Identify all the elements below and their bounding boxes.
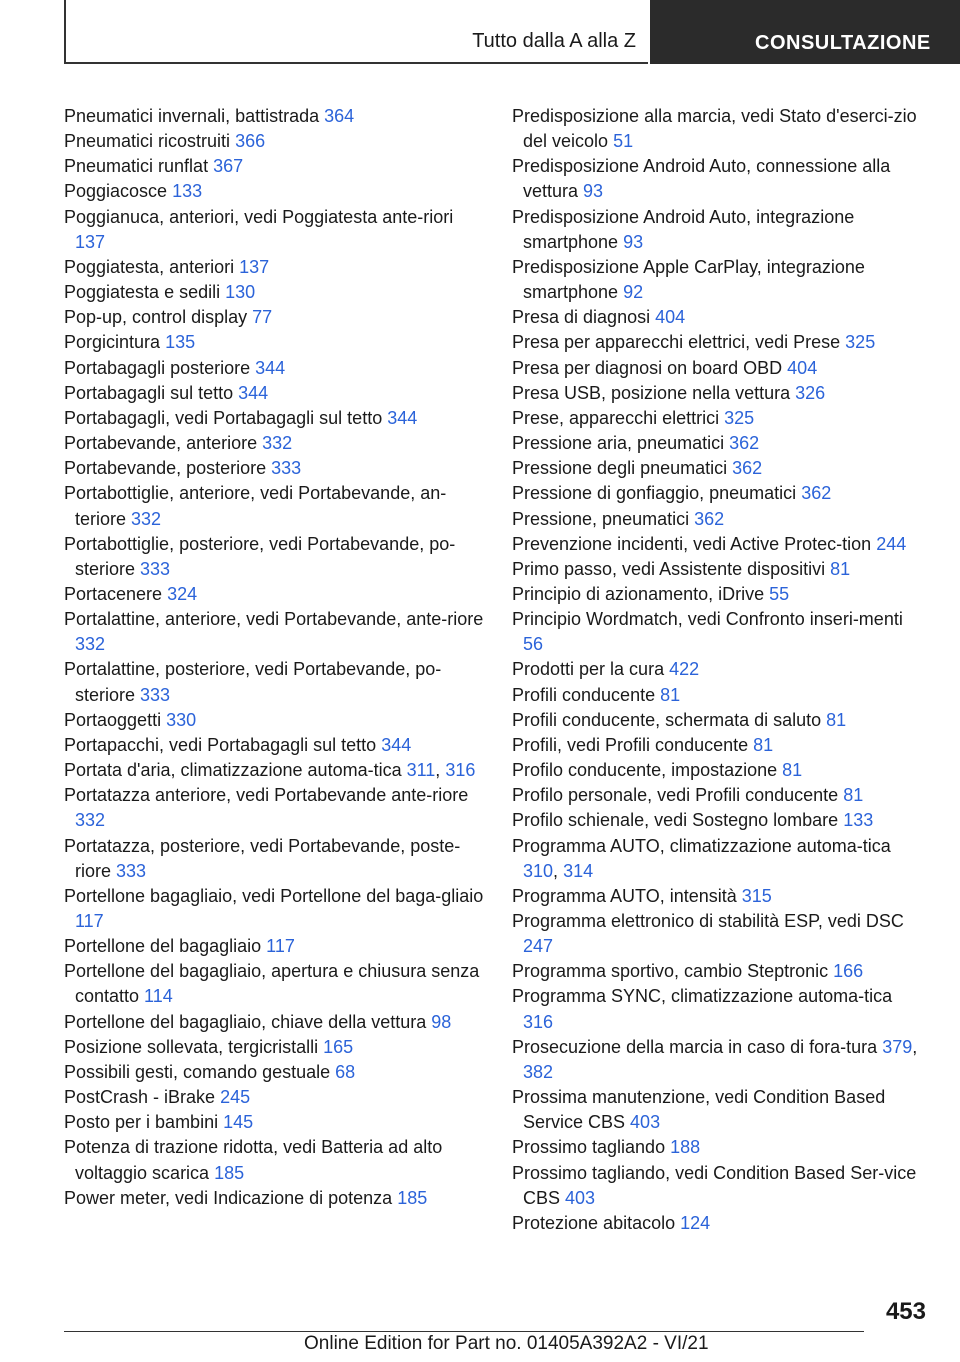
page-ref-link[interactable]: 135 <box>165 332 196 353</box>
page-ref-link[interactable]: 344 <box>238 382 269 403</box>
page-ref-link[interactable]: 56 <box>523 634 544 655</box>
page-ref-link[interactable]: 117 <box>266 936 295 957</box>
index-entry-text: Presa di diagnosi <box>512 307 656 328</box>
index-entry <box>512 1211 922 1236</box>
index-entry-text: Portabagagli sul tetto <box>64 382 239 403</box>
index-entry <box>512 808 922 833</box>
page-ref-link[interactable]: 247 <box>523 936 554 957</box>
page-ref-link[interactable]: 68 <box>335 1061 356 1082</box>
index-entry-text: Profilo conducente, impostazione <box>512 760 783 781</box>
index-entry <box>512 431 922 456</box>
index-entry <box>512 305 922 330</box>
page-ref-link[interactable]: 166 <box>833 961 864 982</box>
index-entry-text: Profili, vedi Profili conducente <box>512 734 754 755</box>
index-entry <box>512 557 922 582</box>
index-entry <box>64 381 484 406</box>
index-entry <box>64 884 484 934</box>
page-ref-link[interactable]: 332 <box>262 433 293 454</box>
page-ref-link[interactable]: 422 <box>669 659 700 680</box>
index-entry-text: Portabagagli posteriore <box>64 357 256 378</box>
index-entry-text: Posto per i bambini <box>64 1112 224 1133</box>
page-ref-link[interactable]: 344 <box>255 357 286 378</box>
index-entry-text: Posizione sollevata, tergicristalli <box>64 1036 324 1057</box>
index-entry <box>64 431 484 456</box>
index-entry <box>64 934 484 959</box>
index-entry <box>512 607 922 657</box>
index-entry-text: Portacenere <box>64 583 168 604</box>
page-ref-link[interactable]: 310 <box>523 860 554 881</box>
index-entry <box>512 1085 922 1135</box>
page-ref-link[interactable]: 316 <box>523 1011 554 1032</box>
page-ref-link[interactable]: 137 <box>75 231 106 252</box>
page-ref-link[interactable]: 124 <box>680 1212 711 1233</box>
index-entry <box>64 1110 484 1135</box>
index-column-left <box>64 104 484 1211</box>
index-entry-text: Pneumatici invernali, battistrada <box>64 106 325 126</box>
index-entry <box>64 733 484 758</box>
index-entry <box>64 758 484 783</box>
index-entry <box>64 708 484 733</box>
page-ref-link[interactable]: 81 <box>753 734 774 755</box>
page-ref-link[interactable]: 81 <box>843 785 864 806</box>
index-entry <box>512 205 922 255</box>
page-ref-link[interactable]: 362 <box>732 458 763 479</box>
index-entry <box>512 532 922 557</box>
index-entry <box>64 657 484 707</box>
index-entry-text: Portatazza anteriore, vedi Portabevande ante‐riore <box>64 785 469 806</box>
index-entry <box>512 657 922 682</box>
index-entry-text: Prodotti per la cura <box>512 659 670 680</box>
index-entry <box>512 984 922 1034</box>
page-ref-link[interactable]: 185 <box>397 1187 428 1208</box>
index-entry-text: Principio di azionamento, iDrive <box>512 583 770 604</box>
index-entry-text: Portabagagli, vedi Portabagagli sul tetto <box>64 407 388 428</box>
page-ref-link[interactable]: 165 <box>323 1036 354 1057</box>
index-entry <box>64 783 484 833</box>
page-ref-link[interactable]: 330 <box>166 709 197 730</box>
page-ref-link[interactable]: 117 <box>75 911 104 931</box>
page-ref-link[interactable]: 344 <box>381 734 412 755</box>
index-entry-text: Presa per apparecchi elettrici, vedi Prese <box>512 332 846 353</box>
index-entry <box>512 834 922 884</box>
index-entry-text: Programma AUTO, climatizzazione automa‐tica <box>512 835 891 856</box>
index-entry-text: Principio Wordmatch, vedi Confronto inseri‐menti <box>512 609 903 630</box>
page-ref-link[interactable]: 93 <box>583 181 604 202</box>
page-ref-link[interactable]: 404 <box>655 307 686 328</box>
index-entry <box>64 154 484 179</box>
page-ref-link[interactable]: 325 <box>845 332 876 353</box>
index-entry <box>64 1035 484 1060</box>
page-ref-link[interactable]: 133 <box>843 810 874 831</box>
page-ref-link[interactable]: 114 <box>144 986 173 1007</box>
page-number: 453 <box>885 1298 926 1325</box>
page-ref-link[interactable]: 364 <box>324 106 355 126</box>
index-entry <box>512 381 922 406</box>
index-entry <box>64 582 484 607</box>
index-entry <box>512 783 922 808</box>
page-ref-link[interactable]: 362 <box>729 433 760 454</box>
page-ref-link[interactable]: 188 <box>670 1137 701 1158</box>
index-entry-text: Power meter, vedi Indicazione di potenza <box>64 1187 398 1208</box>
index-entry-text: Programma SYNC, climatizzazione automa‐tica <box>512 986 893 1007</box>
index-entry-text: Predisposizione Android Auto, connessione alla vettura <box>512 156 891 202</box>
index-entry <box>64 129 484 154</box>
index-entry-text: Prossimo tagliando, vedi Condition Based Ser‐vice CBS <box>512 1162 917 1208</box>
page-ref-link[interactable]: 404 <box>787 357 818 378</box>
index-entry <box>512 1161 922 1211</box>
index-entry <box>64 1010 484 1035</box>
index-entry-text: Presa per diagnosi on board OBD <box>512 357 788 378</box>
index-entry-text: Pressione di gonfiaggio, pneumatici <box>512 483 802 504</box>
index-entry <box>512 683 922 708</box>
page-ref-link[interactable]: 145 <box>223 1112 254 1133</box>
page-ref-link[interactable]: 137 <box>239 256 270 277</box>
index-entry-text: Portabottiglie, posteriore, vedi Portabevande, po‐steriore <box>64 533 456 579</box>
index-entry <box>64 834 484 884</box>
index-entry <box>512 406 922 431</box>
ref-separator: , <box>435 760 446 781</box>
page-ref-link[interactable]: 311 <box>406 760 436 781</box>
index-entry <box>512 884 922 909</box>
footer-edition: Online Edition for Part no. 01405A392A2 - VI/21 <box>304 1333 709 1354</box>
page-ref-link[interactable]: 245 <box>220 1087 251 1108</box>
index-entry-text: Prossimo tagliando <box>512 1137 671 1158</box>
section-label: CONSULTAZIONE <box>650 0 960 64</box>
index-entry <box>64 959 484 1009</box>
index-entry <box>64 280 484 305</box>
index-column-right <box>512 104 922 1236</box>
page-ref-link[interactable]: 98 <box>431 1011 452 1032</box>
page-ref-link[interactable]: 344 <box>387 407 418 428</box>
page-ref-link[interactable]: 92 <box>623 282 644 303</box>
index-entry-text: Pop-up, control display <box>64 307 253 328</box>
index-entry <box>512 507 922 532</box>
index-entry <box>512 456 922 481</box>
index-entry-text: Poggianuca, anteriori, vedi Poggiatesta ante‐riori <box>64 206 454 227</box>
page-ref-link[interactable]: 324 <box>167 583 198 604</box>
page-ref-link[interactable]: 93 <box>623 231 644 252</box>
index-entry <box>64 1085 484 1110</box>
index-entry <box>64 356 484 381</box>
ref-separator: , <box>553 860 564 881</box>
index-entry <box>64 406 484 431</box>
page-ref-link[interactable]: 325 <box>724 407 755 428</box>
page-ref-link[interactable]: 55 <box>769 583 790 604</box>
page-ref-link[interactable]: 326 <box>795 382 826 403</box>
page-ref-link[interactable]: 315 <box>741 885 772 906</box>
index-entry <box>512 758 922 783</box>
index-entry <box>512 154 922 204</box>
index-entry <box>64 255 484 280</box>
header-title: Tutto dalla A alla Z <box>472 30 636 52</box>
index-entry-text: Pressione degli pneumatici <box>512 458 733 479</box>
index-entry-text: Predisposizione Android Auto, integrazione smartphone <box>512 206 855 252</box>
page-ref-link[interactable]: 81 <box>830 558 851 579</box>
index-entry <box>64 305 484 330</box>
index-entry <box>512 1035 922 1085</box>
page-ref-link[interactable]: 367 <box>213 156 244 177</box>
index-entry-text: Prese, apparecchi elettrici <box>512 407 725 428</box>
index-entry <box>512 330 922 355</box>
index-entry <box>64 456 484 481</box>
index-entry-text: PostCrash - iBrake <box>64 1087 221 1108</box>
page-ref-link[interactable]: 332 <box>131 508 162 529</box>
index-entry-text: Portabevande, anteriore <box>64 433 263 454</box>
index-entry-text: Poggiacosce <box>64 181 173 202</box>
index-entry-text: Portapacchi, vedi Portabagagli sul tetto <box>64 734 382 755</box>
index-entry-text: Poggiatesta e sedili <box>64 282 226 303</box>
index-entry-text: Predisposizione Apple CarPlay, integrazione smartphone <box>512 256 865 303</box>
header-frame <box>64 0 648 64</box>
footer-divider <box>64 1331 864 1332</box>
page-ref-link[interactable]: 244 <box>876 533 907 554</box>
index-entry <box>512 356 922 381</box>
index-entry-text: Profilo schienale, vedi Sostegno lombare <box>512 810 844 831</box>
page-ref-link[interactable]: 81 <box>782 760 803 781</box>
index-entry-text: Portabottiglie, anteriore, vedi Portabevande, an‐teriore <box>64 483 447 529</box>
index-entry <box>64 607 484 657</box>
index-entry <box>64 1186 484 1211</box>
index-entry-text: Predisposizione alla marcia, vedi Stato d'eserci‐zio del veicolo <box>512 106 917 152</box>
page-ref-link[interactable]: 333 <box>140 558 171 579</box>
page-ref-link[interactable]: 81 <box>660 684 681 705</box>
index-entry-text: Potenza di trazione ridotta, vedi Batteria ad alto voltaggio scarica <box>64 1137 443 1183</box>
index-entry-text: Portellone del bagagliaio, apertura e chiusura senza contatto <box>64 961 480 1007</box>
index-entry-text: Protezione abitacolo <box>512 1212 681 1233</box>
page-ref-link[interactable]: 51 <box>613 131 634 152</box>
index-entry-text: Poggiatesta, anteriori <box>64 256 240 277</box>
index-entry-text: Primo passo, vedi Assistente dispositivi <box>512 558 831 579</box>
index-entry-text: Pressione, pneumatici <box>512 508 695 529</box>
index-entry-text: Portellone del bagagliaio, chiave della vettura <box>64 1011 432 1032</box>
index-entry-text: Portalattine, anteriore, vedi Portabevande, ante‐riore <box>64 609 484 630</box>
page-ref-link[interactable]: 333 <box>116 860 147 881</box>
index-entry <box>64 1060 484 1085</box>
index-entry-text: Portata d'aria, climatizzazione automa‐tica <box>64 760 407 781</box>
page-ref-link[interactable]: 130 <box>225 282 256 303</box>
page-ref-link[interactable]: 133 <box>172 181 203 202</box>
index-entry-text: Portabevande, posteriore <box>64 458 272 479</box>
index-entry-text: Programma sportivo, cambio Steptronic <box>512 961 834 982</box>
index-entry-text: Programma elettronico di stabilità ESP, vedi DSC <box>512 911 904 931</box>
index-entry <box>64 205 484 255</box>
page-ref-link[interactable]: 316 <box>445 760 476 781</box>
page-ref-link[interactable]: 382 <box>523 1061 554 1082</box>
index-entry-text: Pressione aria, pneumatici <box>512 433 730 454</box>
index-entry-text: Profili conducente <box>512 684 661 705</box>
index-entry-text: Portaoggetti <box>64 709 167 730</box>
page-ref-link[interactable]: 332 <box>75 634 106 655</box>
index-entry-text: Portatazza, posteriore, vedi Portabevande, poste‐riore <box>64 835 461 881</box>
index-entry-text: Portalattine, posteriore, vedi Portabevande, po‐steriore <box>64 659 442 705</box>
index-entry-text: Pneumatici runflat <box>64 156 214 177</box>
page-ref-link[interactable]: 362 <box>694 508 725 529</box>
index-entry-text: Portellone bagagliaio, vedi Portellone del baga‐gliaio <box>64 885 484 906</box>
index-entry <box>512 959 922 984</box>
ref-separator: , <box>912 1036 918 1057</box>
index-entry-text: Prossima manutenzione, vedi Condition Based Service CBS <box>512 1087 886 1133</box>
page-ref-link[interactable]: 379 <box>882 1036 913 1057</box>
index-entry <box>512 481 922 506</box>
index-entry <box>512 104 922 154</box>
index-entry <box>512 1135 922 1160</box>
index-entry-text: Presa USB, posizione nella vettura <box>512 382 796 403</box>
index-entry-text: Profili conducente, schermata di saluto <box>512 709 827 730</box>
page-ref-link[interactable]: 403 <box>565 1187 596 1208</box>
index-entry <box>512 909 922 959</box>
index-entry <box>64 330 484 355</box>
index-entry <box>64 532 484 582</box>
index-entry-text: Possibili gesti, comando gestuale <box>64 1061 336 1082</box>
index-entry <box>64 1135 484 1185</box>
index-entry-text: Porgicintura <box>64 332 166 353</box>
page-ref-link[interactable]: 332 <box>75 810 106 831</box>
index-entry <box>64 104 484 129</box>
index-entry-text: Portellone del bagagliaio <box>64 936 267 957</box>
index-entry <box>512 733 922 758</box>
page-ref-link[interactable]: 333 <box>140 684 171 705</box>
page-ref-link[interactable]: 77 <box>252 307 273 328</box>
index-entry <box>512 708 922 733</box>
page-ref-link[interactable]: 81 <box>826 709 847 730</box>
index-entry <box>512 255 922 305</box>
page-ref-link[interactable]: 403 <box>630 1112 661 1133</box>
index-entry-text: Prevenzione incidenti, vedi Active Protec‐tion <box>512 533 877 554</box>
page-ref-link[interactable]: 185 <box>214 1162 245 1183</box>
page-ref-link[interactable]: 366 <box>235 131 266 152</box>
index-entry-text: Programma AUTO, intensità <box>512 885 742 906</box>
index-entry-text: Prosecuzione della marcia in caso di fora‐tura <box>512 1036 883 1057</box>
page-ref-link[interactable]: 362 <box>801 483 832 504</box>
page-ref-link[interactable]: 314 <box>563 860 594 881</box>
page-ref-link[interactable]: 333 <box>271 458 302 479</box>
index-entry <box>64 179 484 204</box>
index-entry <box>64 481 484 531</box>
index-entry <box>512 582 922 607</box>
index-entry-text: Profilo personale, vedi Profili conducente <box>512 785 844 806</box>
index-entry-text: Pneumatici ricostruiti <box>64 131 236 152</box>
